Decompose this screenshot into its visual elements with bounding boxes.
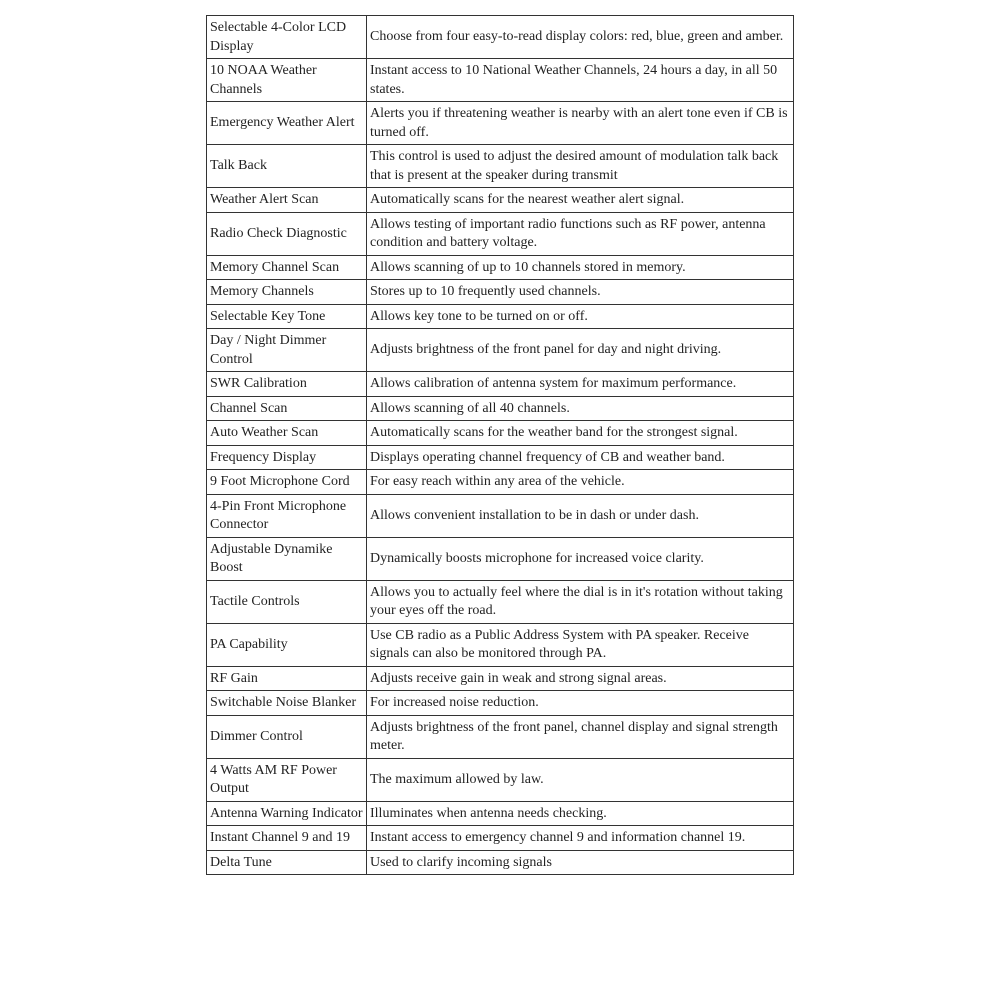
feature-name: 4-Pin Front Microphone Connector (207, 494, 367, 537)
feature-name: Switchable Noise Blanker (207, 691, 367, 716)
feature-description: Allows calibration of antenna system for maximum performance. (367, 372, 794, 397)
feature-description: Adjusts brightness of the front panel for day and night driving. (367, 329, 794, 372)
table-row (207, 850, 794, 875)
feature-name: Selectable Key Tone (207, 304, 367, 329)
feature-name: Weather Alert Scan (207, 188, 367, 213)
feature-description: Allows key tone to be turned on or off. (367, 304, 794, 329)
feature-description: Use CB radio as a Public Address System with PA speaker. Receive signals can also be monitored through PA. (367, 623, 794, 666)
feature-name: PA Capability (207, 623, 367, 666)
table-row (207, 715, 794, 758)
table-row (207, 329, 794, 372)
feature-description: Allows testing of important radio functions such as RF power, antenna condition and battery voltage. (367, 212, 794, 255)
table-row (207, 396, 794, 421)
feature-description: Illuminates when antenna needs checking. (367, 801, 794, 826)
feature-description: Allows scanning of up to 10 channels stored in memory. (367, 255, 794, 280)
feature-description: Alerts you if threatening weather is nearby with an alert tone even if CB is turned off. (367, 102, 794, 145)
feature-name: Memory Channels (207, 280, 367, 305)
table-row (207, 372, 794, 397)
table-row (207, 188, 794, 213)
table-row (207, 212, 794, 255)
feature-name: Tactile Controls (207, 580, 367, 623)
feature-name: Emergency Weather Alert (207, 102, 367, 145)
table-row (207, 666, 794, 691)
feature-name: Talk Back (207, 145, 367, 188)
feature-name: 10 NOAA Weather Channels (207, 59, 367, 102)
table-row (207, 826, 794, 851)
feature-description: Instant access to emergency channel 9 and information channel 19. (367, 826, 794, 851)
table-row (207, 494, 794, 537)
table-row (207, 255, 794, 280)
table-row (207, 758, 794, 801)
feature-description: Automatically scans for the weather band for the strongest signal. (367, 421, 794, 446)
feature-description: Instant access to 10 National Weather Channels, 24 hours a day, in all 50 states. (367, 59, 794, 102)
feature-name: 9 Foot Microphone Cord (207, 470, 367, 495)
feature-description: Dynamically boosts microphone for increased voice clarity. (367, 537, 794, 580)
feature-description: Stores up to 10 frequently used channels. (367, 280, 794, 305)
feature-name: Instant Channel 9 and 19 (207, 826, 367, 851)
table-row (207, 304, 794, 329)
feature-name: Antenna Warning Indicator (207, 801, 367, 826)
feature-description: For increased noise reduction. (367, 691, 794, 716)
table-row (207, 16, 794, 59)
feature-description: Allows convenient installation to be in dash or under dash. (367, 494, 794, 537)
table-row (207, 445, 794, 470)
feature-name: 4 Watts AM RF Power Output (207, 758, 367, 801)
table-row (207, 102, 794, 145)
features-table (206, 15, 794, 875)
table-row (207, 421, 794, 446)
feature-description: Allows scanning of all 40 channels. (367, 396, 794, 421)
feature-description: For easy reach within any area of the vehicle. (367, 470, 794, 495)
feature-name: SWR Calibration (207, 372, 367, 397)
table-row (207, 59, 794, 102)
feature-name: Selectable 4-Color LCD Display (207, 16, 367, 59)
feature-description: The maximum allowed by law. (367, 758, 794, 801)
table-row (207, 280, 794, 305)
table-row (207, 145, 794, 188)
feature-description: Adjusts brightness of the front panel, channel display and signal strength meter. (367, 715, 794, 758)
feature-description: Used to clarify incoming signals (367, 850, 794, 875)
feature-name: Dimmer Control (207, 715, 367, 758)
table-row (207, 691, 794, 716)
feature-name: Auto Weather Scan (207, 421, 367, 446)
feature-name: Delta Tune (207, 850, 367, 875)
table-row (207, 623, 794, 666)
table-row (207, 470, 794, 495)
feature-name: Day / Night Dimmer Control (207, 329, 367, 372)
feature-name: Adjustable Dynamike Boost (207, 537, 367, 580)
feature-name: Radio Check Diagnostic (207, 212, 367, 255)
feature-description: Allows you to actually feel where the dial is in it's rotation without taking your eyes off the road. (367, 580, 794, 623)
feature-name: Memory Channel Scan (207, 255, 367, 280)
features-table-body (207, 16, 794, 875)
feature-description: This control is used to adjust the desired amount of modulation talk back that is present at the speaker during transmit (367, 145, 794, 188)
feature-description: Adjusts receive gain in weak and strong signal areas. (367, 666, 794, 691)
table-row (207, 801, 794, 826)
feature-name: Channel Scan (207, 396, 367, 421)
feature-name: RF Gain (207, 666, 367, 691)
feature-description: Displays operating channel frequency of CB and weather band. (367, 445, 794, 470)
feature-description: Automatically scans for the nearest weather alert signal. (367, 188, 794, 213)
table-row (207, 537, 794, 580)
feature-name: Frequency Display (207, 445, 367, 470)
feature-description: Choose from four easy-to-read display colors: red, blue, green and amber. (367, 16, 794, 59)
table-row (207, 580, 794, 623)
